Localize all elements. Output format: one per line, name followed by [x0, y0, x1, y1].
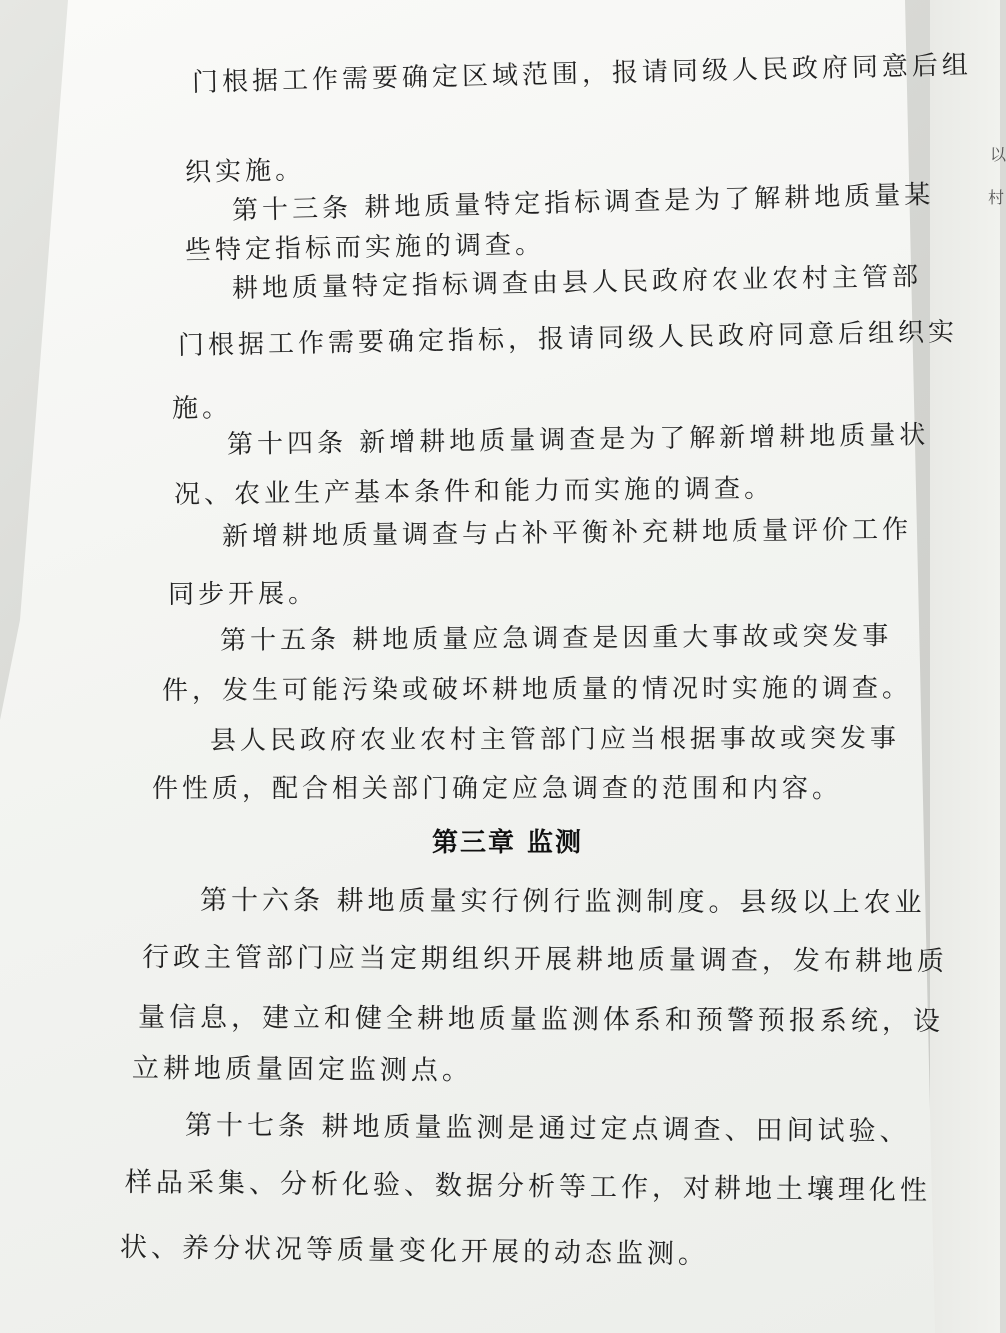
text-line: 行政主管部门应当定期组织开展耕地质量调查，发布耕地质 [141, 942, 949, 978]
text-line: 件，发生可能污染或破坏耕地质量的情况时实施的调查。 [161, 673, 913, 706]
text-line: 第十六条 耕地质量实行例行监测制度。县级以上农业 [199, 885, 926, 919]
text-line: 门根据工作需要确定指标，报请同级人民政府同意后组织实 [177, 317, 959, 361]
text-line: 耕地质量特定指标调查由县人民政府农业农村主管部 [231, 261, 923, 304]
text-line: 同步开展。 [167, 578, 319, 610]
underlying-page-glyph: 村 [988, 188, 1005, 207]
text-line: 新增耕地质量调查与占补平衡补充耕地质量评价工作 [221, 514, 913, 552]
text-line: 第十五条 耕地质量应急调查是因重大事故或突发事 [219, 621, 893, 656]
text-line: 件性质，配合相关部门确定应急调查的范围和内容。 [152, 774, 843, 804]
underlying-page [930, 0, 1006, 1333]
text-line: 况、农业生产基本条件和能力而实施的调查。 [173, 473, 775, 510]
text-line: 第十七条 耕地质量监测是通过定点调查、田间试验、 [184, 1110, 911, 1148]
text-line: 状、养分状况等质量变化开展的动态监测。 [119, 1232, 710, 1271]
chapter-heading: 第三章 监测 [432, 828, 584, 858]
text-line: 样品采集、分析化验、数据分析等工作，对耕地土壤理化性 [124, 1167, 932, 1207]
text-line: 门根据工作需要确定区域范围，报请同级人民政府同意后组 [191, 50, 973, 98]
text-line: 第十四条 新增耕地质量调查是为了解新增耕地质量状 [226, 420, 930, 460]
text-line: 些特定指标而实施的调查。 [184, 229, 546, 266]
text-line: 第十三条 耕地质量特定指标调查是为了解耕地质量某 [231, 180, 935, 226]
text-line: 织实施。 [184, 155, 306, 188]
underlying-page-glyph: 以 [990, 145, 1006, 164]
text-line: 施。 [171, 393, 233, 424]
text-line: 立耕地质量固定监测点。 [131, 1053, 474, 1087]
text-line: 量信息，建立和健全耕地质量监测体系和预警预报系统，设 [137, 1002, 945, 1038]
text-line: 县人民政府农业农村主管部门应当根据事故或突发事 [209, 723, 901, 756]
